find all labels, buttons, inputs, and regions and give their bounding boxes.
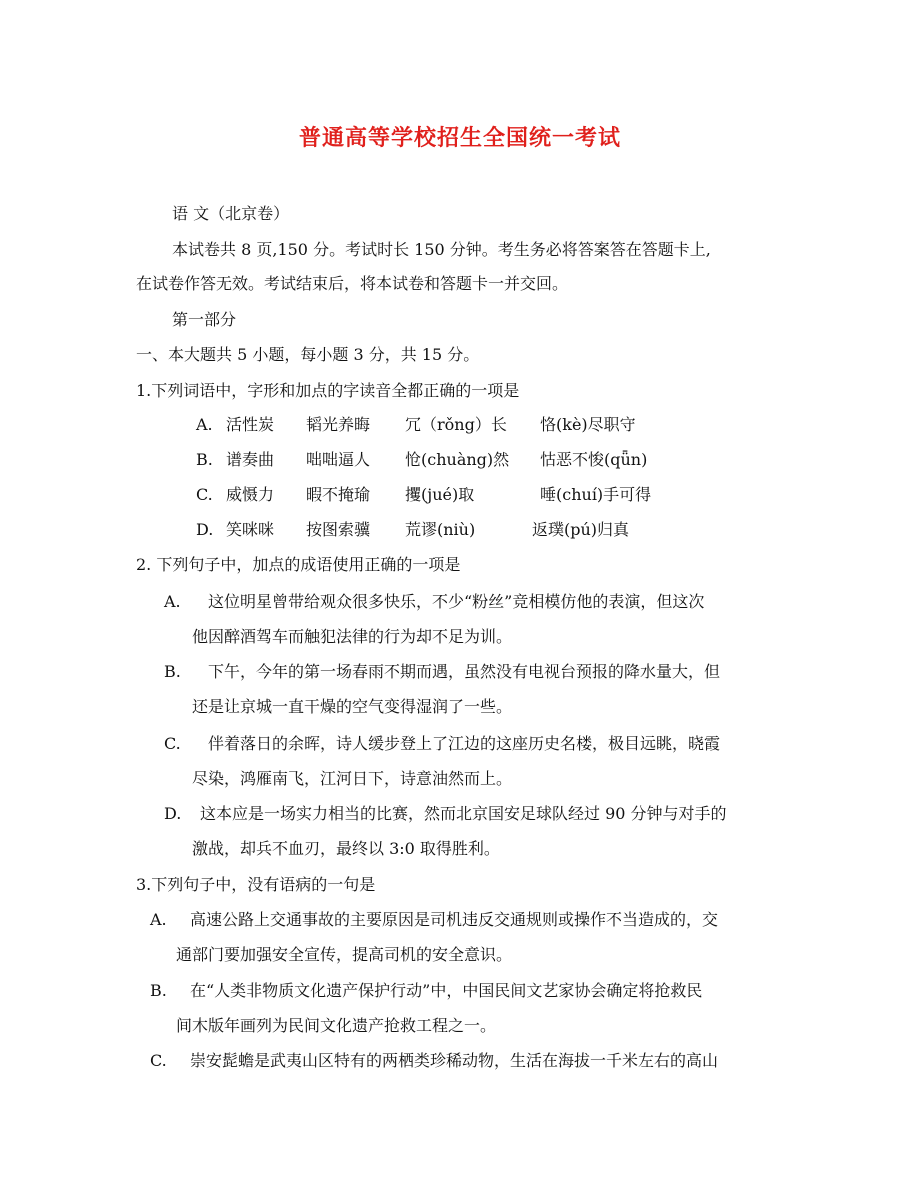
q2-option-b-text-cont: 还是让京城一直干燥的空气变得湿润了一些。 [192, 697, 513, 716]
q2-option-a-text-cont: 他因醉酒驾车而触犯法律的行为却不足为训。 [192, 627, 513, 646]
option-label: C. [196, 485, 213, 504]
q3-option-b-label: B. [150, 981, 167, 1000]
option-item: 暇不掩瑜 [306, 485, 371, 504]
part-heading: 第一部分 [172, 310, 237, 329]
question-3-stem: 3.下列句子中，没有语病的一句是 [136, 875, 376, 894]
option-item: 怆(chuàng)然 [405, 450, 510, 469]
q1-option-d [0, 520, 920, 540]
question-2-stem: 2. 下列句子中，加点的成语使用正确的一项是 [136, 555, 461, 574]
q3-option-c-text: 崇安髭蟾是武夷山区特有的两栖类珍稀动物，生活在海拔一千米左右的高山 [190, 1051, 719, 1070]
section-heading: 一、本大题共 5 小题，每小题 3 分，共 15 分。 [136, 345, 480, 364]
subject-line: 语 文（北京卷） [172, 204, 290, 223]
q3-option-b-text-cont: 间木版年画列为民间文化遗产抢救工程之一。 [176, 1016, 497, 1035]
q2-option-d-label: D. [164, 804, 182, 823]
option-label: D. [196, 520, 214, 539]
option-item: 咄咄逼人 [306, 450, 371, 469]
q2-option-b-label: B. [164, 662, 181, 681]
intro-line-2: 在试卷作答无效。考试结束后，将本试卷和答题卡一并交回。 [136, 274, 569, 293]
q1-option-b [0, 450, 920, 470]
q3-option-a-text-cont: 通部门要加强安全宣传，提高司机的安全意识。 [176, 945, 513, 964]
q1-option-c [0, 485, 920, 505]
option-label: A. [196, 415, 213, 434]
option-item: 荒谬(niù) [405, 520, 476, 539]
option-item: 谱奏曲 [226, 450, 275, 469]
q2-option-a-text: 这位明星曾带给观众很多快乐，不少“粉丝”竞相模仿他的表演，但这次 [208, 592, 705, 611]
option-item: 威慑力 [226, 485, 275, 504]
q3-option-b-text: 在“人类非物质文化遗产保护行动”中，中国民间文艺家协会确定将抢救民 [190, 981, 703, 1000]
q1-option-a [0, 415, 920, 435]
option-item: 冗（rǒng）长 [405, 415, 507, 434]
page-title: 普通高等学校招生全国统一考试 [298, 125, 621, 151]
option-item: 笑咪咪 [226, 520, 275, 539]
option-item: 按图索骥 [306, 520, 371, 539]
option-item: 返璞(pú)归真 [532, 520, 630, 539]
option-item: 恪(kè)尽职守 [540, 415, 636, 434]
q2-option-c-label: C. [164, 734, 181, 753]
intro-line-1: 本试卷共 8 页,150 分。考试时长 150 分钟。考生务必将答案答在答题卡上, [172, 240, 711, 259]
q3-option-c-label: C. [150, 1051, 167, 1070]
q3-option-a-text: 高速公路上交通事故的主要原因是司机违反交通规则或操作不当造成的，交 [190, 910, 719, 929]
q2-option-d-text: 这本应是一场实力相当的比赛，然而北京国安足球队经过 90 分钟与对手的 [200, 804, 727, 823]
q2-option-c-text-cont: 尽染，鸿雁南飞，江河日下，诗意油然而上。 [192, 769, 513, 788]
q2-option-d-text-cont: 激战，却兵不血刃，最终以 3:0 取得胜利。 [192, 839, 500, 858]
option-item: 唾(chuí)手可得 [540, 485, 652, 504]
q2-option-c-text: 伴着落日的余晖，诗人缓步登上了江边的这座历史名楼，极目远眺，晓霞 [208, 734, 721, 753]
option-label: B. [196, 450, 213, 469]
option-item: 怙恶不悛(qǖn) [540, 450, 648, 469]
q3-option-a-label: A. [150, 910, 167, 929]
q2-option-a-label: A. [164, 592, 181, 611]
q2-option-b-text: 下午，今年的第一场春雨不期而遇，虽然没有电视台预报的降水量大，但 [208, 662, 721, 681]
option-item: 攫(jué)取 [405, 485, 475, 504]
option-item: 活性炭 [226, 415, 275, 434]
question-1-stem: 1.下列词语中，字形和加点的字读音全都正确的一项是 [136, 381, 520, 400]
option-item: 韬光养晦 [306, 415, 371, 434]
